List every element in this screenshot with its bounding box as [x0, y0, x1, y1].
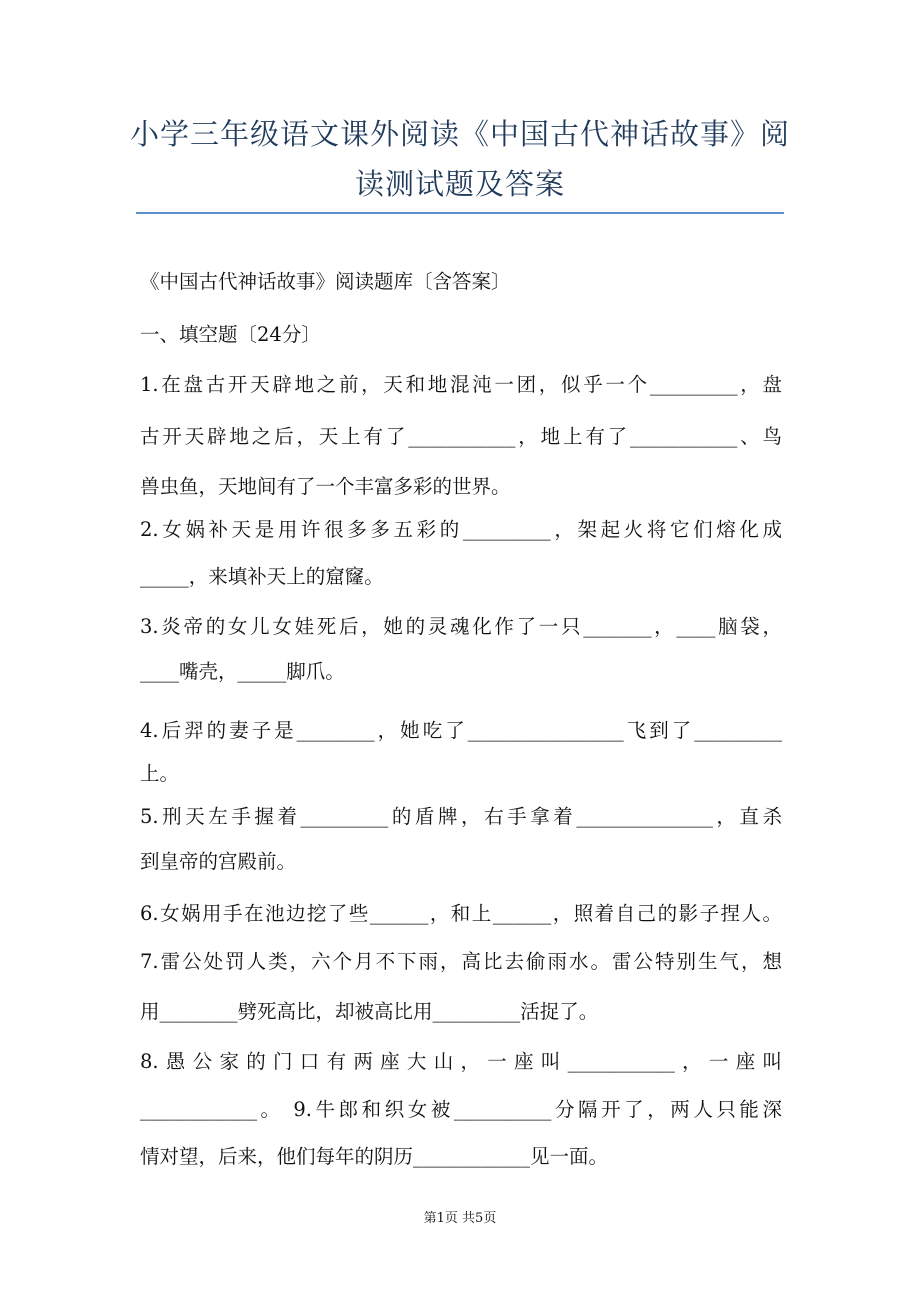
document-title-line-2: 读测试题及答案 — [354, 167, 565, 201]
question-line: 4.后羿的妻子是________，她吃了________________飞到了_________ — [140, 719, 782, 742]
question-line: 3.炎帝的女儿女娃死后，她的灵魂化作了一只_______，____脑袋， — [140, 615, 782, 638]
question-line: 7.雷公处罚人类，六个月不下雨，高比去偷雨水。雷公特别生气，想 — [140, 950, 782, 973]
subtitle: 《中国古代神话故事》阅读题库〔含答案〕 — [140, 270, 511, 293]
section-heading: 一、填空题〔24分〕 — [140, 323, 321, 346]
title-divider — [136, 212, 784, 214]
question-line: 古开天辟地之后，天上有了___________，地上有了___________、鸟 — [140, 425, 782, 448]
question-line: 6.女娲用手在池边挖了些______，和上______，照着自己的影子捏人。 — [140, 902, 782, 925]
question-line: 用________劈死高比，却被高比用_________活捉了。 — [140, 1000, 599, 1023]
question-line: 8.愚公家的门口有两座大山，一座叫___________，一座叫 — [140, 1050, 782, 1073]
question-line: 2.女娲补天是用许很多多五彩的_________，架起火将它们熔化成 — [140, 518, 782, 541]
question-line: 情对望，后来，他们每年的阴历____________见一面。 — [140, 1145, 609, 1168]
question-line: 上。 — [140, 762, 180, 785]
question-line: ____嘴壳，_____脚爪。 — [140, 660, 345, 683]
question-line: 5.刑天左手握着_________的盾牌，右手拿着______________，直杀 — [140, 805, 782, 828]
question-line: 1.在盘古开天辟地之前，天和地混沌一团，似乎一个_________，盘 — [140, 373, 782, 396]
document-title-line-1: 小学三年级语文课外阅读《中国古代神话故事》阅 — [129, 117, 790, 151]
question-line: _____，来填补天上的窟窿。 — [140, 565, 384, 588]
question-line: 到皇帝的宫殿前。 — [140, 850, 297, 873]
question-line: ____________。 9.牛郎和织女被__________分隔开了，两人只能深 — [140, 1098, 782, 1121]
page-footer: 第1页 共5页 — [423, 1211, 497, 1226]
question-line: 兽虫鱼，天地间有了一个丰富多彩的世界。 — [140, 475, 511, 498]
